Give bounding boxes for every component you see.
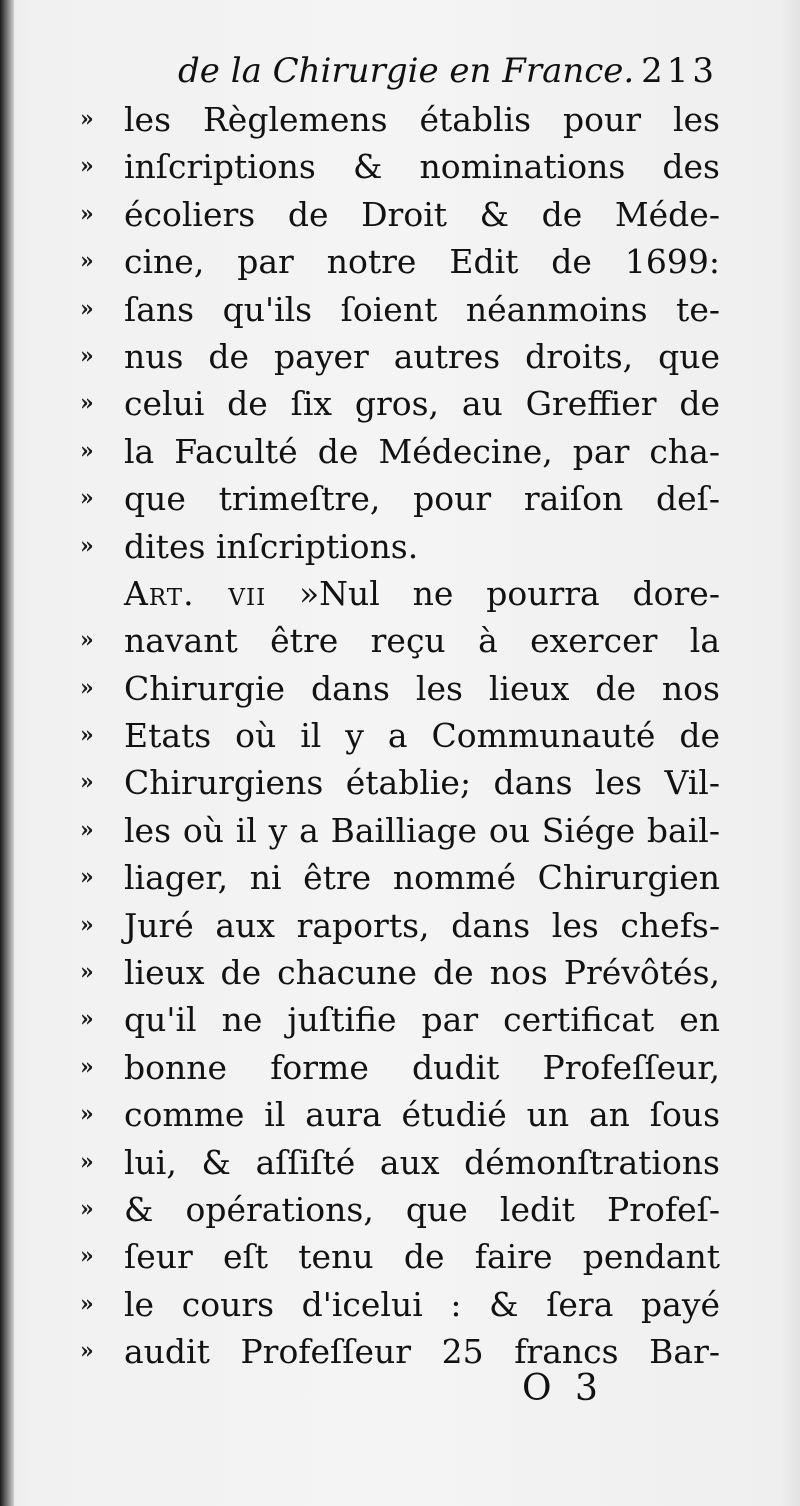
text-line xyxy=(80,902,720,949)
quotation-mark: » xyxy=(80,816,94,843)
line-text: le cours d'icelui : & ſera payé xyxy=(124,1284,720,1324)
line-text: Chirurgiens établie; dans les Vil- xyxy=(124,763,720,803)
line-content xyxy=(124,523,720,570)
line-text: navant être reçu à exercer la xyxy=(124,621,720,661)
quotation-mark: » xyxy=(80,1006,94,1033)
line-text: qu'il ne juſtifie par certificat en xyxy=(124,1000,720,1040)
quotation-mark: » xyxy=(80,674,94,701)
line-text: audit Profeſſeur 25 francs Bar- xyxy=(124,1332,720,1372)
line-text: lui, & aſſiſté aux démonſtrations xyxy=(124,1142,720,1182)
text-line xyxy=(80,949,720,996)
line-content xyxy=(124,191,720,238)
text-line xyxy=(80,286,720,333)
quotation-mark: » xyxy=(80,959,94,986)
line-text: Chirurgie dans les lieux de nos xyxy=(124,668,720,708)
line-content xyxy=(124,807,720,854)
text-line xyxy=(80,1281,720,1328)
text-line xyxy=(80,380,720,427)
quotation-mark: » xyxy=(80,769,94,796)
text-line xyxy=(80,191,720,238)
line-text: Juré aux raports, dans les chefs- xyxy=(124,905,720,945)
text-line xyxy=(80,238,720,285)
page-number: 213 xyxy=(641,51,718,91)
text-line xyxy=(80,1328,720,1375)
line-content xyxy=(124,1328,720,1375)
line-content xyxy=(124,1139,720,1186)
line-content xyxy=(124,902,720,949)
text-line xyxy=(80,570,720,617)
quotation-mark: » xyxy=(80,248,94,275)
line-content xyxy=(124,143,720,190)
quotation-mark: » xyxy=(80,437,94,464)
line-text: lieux de chacune de nos Prévôtés, xyxy=(124,953,720,993)
line-content xyxy=(124,996,720,1043)
line-text: cine, par notre Edit de 1699: xyxy=(124,242,720,282)
quotation-mark: » xyxy=(80,1195,94,1222)
line-content xyxy=(124,570,720,617)
text-line xyxy=(80,1139,720,1186)
line-text: »Nul ne pourra dore- xyxy=(298,573,720,613)
line-text: ſeur eſt tenu de faire pendant xyxy=(124,1237,720,1277)
running-head xyxy=(178,46,718,96)
line-content xyxy=(124,1281,720,1328)
line-text: comme il aura étudié un an ſous xyxy=(124,1095,720,1135)
quotation-mark: » xyxy=(80,722,94,749)
line-text: la Faculté de Médecine, par cha- xyxy=(124,431,720,471)
line-content xyxy=(124,1091,720,1138)
quotation-mark: » xyxy=(80,153,94,180)
text-line xyxy=(80,759,720,806)
line-content xyxy=(124,333,720,380)
line-text: dites inſcriptions. xyxy=(124,526,419,566)
text-line xyxy=(80,854,720,901)
line-content xyxy=(124,475,720,522)
line-content xyxy=(124,617,720,664)
text-line xyxy=(80,617,720,664)
line-content xyxy=(124,286,720,333)
quotation-mark: » xyxy=(80,864,94,891)
line-text: liager, ni être nommé Chirurgien xyxy=(124,858,720,898)
text-line xyxy=(80,428,720,475)
text-line xyxy=(80,665,720,712)
running-head-title: de la Chirurgie en France. xyxy=(178,51,635,91)
line-content xyxy=(124,1233,720,1280)
line-content xyxy=(124,949,720,996)
text-line xyxy=(80,523,720,570)
text-line xyxy=(80,475,720,522)
line-content xyxy=(124,759,720,806)
quotation-mark: » xyxy=(80,1148,94,1175)
quotation-mark: » xyxy=(80,485,94,512)
quotation-mark: » xyxy=(80,106,94,132)
quotation-mark: » xyxy=(80,532,94,559)
quotation-mark: » xyxy=(80,390,94,417)
text-line xyxy=(80,333,720,380)
line-text: les Règlemens établis pour les xyxy=(124,100,720,139)
line-content xyxy=(124,428,720,475)
text-line xyxy=(80,1091,720,1138)
signature-mark: O 3 xyxy=(522,1368,604,1409)
text-line xyxy=(80,1233,720,1280)
text-line xyxy=(80,1044,720,1091)
quotation-mark: » xyxy=(80,627,94,654)
line-content xyxy=(124,854,720,901)
line-text: que trimeſtre, pour raiſon deſ- xyxy=(124,479,720,519)
line-text: bonne forme dudit Profeſſeur, xyxy=(124,1047,720,1087)
line-text: les où il y a Bailliage ou Siége bail- xyxy=(124,810,720,850)
quotation-mark: » xyxy=(80,342,94,369)
line-content xyxy=(124,665,720,712)
text-line xyxy=(80,996,720,1043)
text-line xyxy=(80,712,720,759)
line-content xyxy=(124,1044,720,1091)
quotation-mark: » xyxy=(80,1053,94,1080)
line-text: écoliers de Droit & de Méde- xyxy=(124,194,720,234)
text-line xyxy=(80,143,720,190)
quotation-mark: » xyxy=(80,911,94,938)
line-content xyxy=(124,238,720,285)
line-text: ſans qu'ils ſoient néanmoins te- xyxy=(124,289,720,329)
quotation-mark: » xyxy=(80,1290,94,1317)
line-text: & opérations, que ledit Profeſ- xyxy=(124,1189,720,1229)
quotation-mark: » xyxy=(80,1101,94,1128)
line-text: celui de ſix gros, au Greffier de xyxy=(124,384,720,424)
line-content xyxy=(124,712,720,759)
line-content xyxy=(124,1186,720,1233)
line-content xyxy=(124,380,720,427)
quotation-mark: » xyxy=(80,1338,94,1365)
line-text: Etats où il y a Communauté de xyxy=(124,716,720,756)
text-line xyxy=(80,1186,720,1233)
quotation-mark: » xyxy=(80,200,94,227)
quotation-mark: » xyxy=(80,295,94,322)
text-line xyxy=(80,807,720,854)
line-text: inſcriptions & nominations des xyxy=(124,147,720,187)
article-label: Art. vii xyxy=(124,573,267,613)
body-text xyxy=(80,96,720,1376)
line-text: nus de payer autres droits, que xyxy=(124,336,720,376)
line-content xyxy=(124,96,720,143)
quotation-mark: » xyxy=(80,1243,94,1270)
text-line xyxy=(80,96,720,143)
page-gutter xyxy=(0,0,14,1506)
